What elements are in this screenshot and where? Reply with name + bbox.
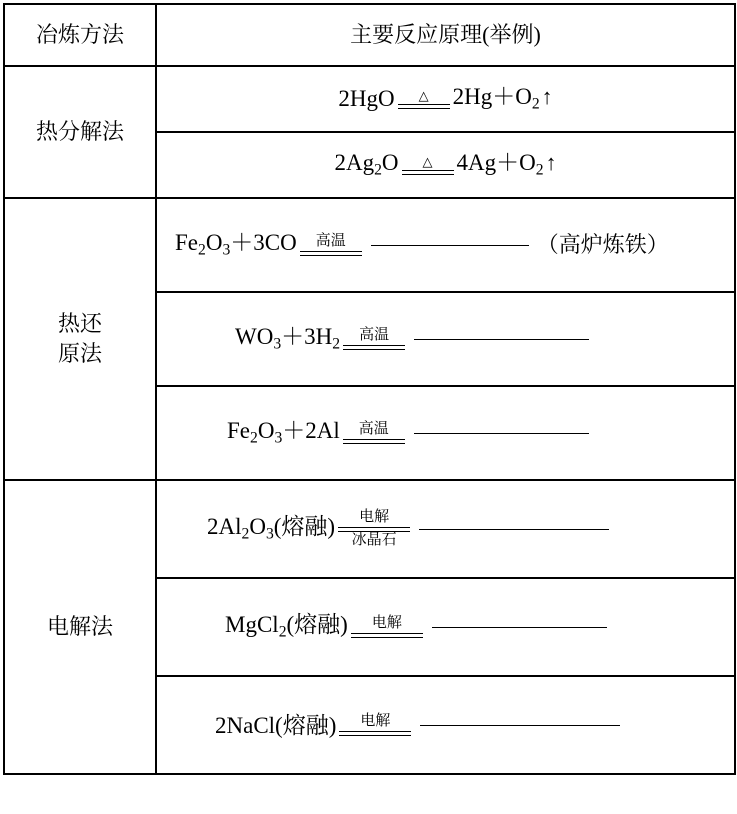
equation-cell-ag2o (156, 132, 735, 198)
table-row (4, 480, 735, 578)
answer-blank[interactable] (371, 244, 529, 246)
condition-top-label: 高温 (358, 421, 389, 438)
header-principle-label: 主要反应原理(举例) (350, 21, 541, 47)
reaction-arrow-delta (402, 155, 454, 175)
equation-right-hgo: $2Hg+O_2↑$ (452, 84, 553, 113)
equation-cell-fe2o3-al (156, 386, 735, 480)
arrow-bars (339, 731, 411, 736)
equation-nacl (157, 714, 734, 737)
reaction-arrow-high-temp (343, 422, 405, 444)
table-header-row (4, 4, 735, 66)
equation-left-fe2o3-co: $Fe_2O_3+3CO$ (175, 230, 297, 259)
reaction-arrow-delta (398, 89, 450, 109)
answer-blank[interactable] (414, 338, 589, 340)
reaction-arrow-high-temp (343, 328, 405, 350)
table-row (4, 66, 735, 132)
equation-left-mgcl2: MgCl$_2$(熔融) (225, 612, 348, 641)
condition-top-label: △ (418, 88, 429, 104)
answer-blank[interactable] (420, 724, 620, 726)
method-cell-electrolysis (4, 480, 156, 774)
equation-cell-wo3-h2 (156, 292, 735, 386)
equation-right-ag2o: $4Ag+O_2↑$ (456, 150, 557, 179)
method-label-thermal-reduction-2: 原法 (57, 341, 102, 366)
equation-left-al2o3: $2Al_2O_3$(熔融) (207, 514, 336, 543)
equation-mgcl2 (157, 613, 734, 640)
header-method-label: 冶炼方法 (35, 21, 124, 47)
condition-top-label: 电解 (359, 508, 390, 525)
reaction-arrow-electrolysis-cryolite (338, 510, 410, 549)
arrow-bars (338, 527, 410, 532)
method-cell-thermal-reduction (4, 198, 156, 480)
equation-al2o3 (157, 510, 734, 549)
method-cell-thermal-decomposition (4, 66, 156, 198)
equation-left-fe2o3-al: $Fe_2O_3+2Al$ (227, 418, 340, 447)
condition-top-label: 高温 (359, 327, 390, 344)
equation-fe2o3-al (157, 419, 734, 446)
arrow-bars (343, 439, 405, 444)
reaction-arrow-electrolysis (351, 616, 423, 638)
equation-left-ag2o: $2Ag_2O$ (334, 150, 399, 179)
condition-top-label: 电解 (371, 615, 402, 632)
answer-blank[interactable] (432, 626, 607, 628)
reaction-arrow-high-temp (300, 234, 362, 256)
method-label-thermal-reduction-1: 热还 (57, 311, 102, 337)
equation-cell-al2o3 (156, 480, 735, 578)
equation-wo3-h2 (157, 325, 734, 352)
arrow-bars (300, 251, 362, 256)
note-blast-furnace: （高炉炼铁） (536, 231, 669, 257)
arrow-bars (351, 633, 423, 638)
document-page (0, 3, 737, 814)
arrow-bars (402, 170, 454, 175)
equation-fe2o3-co (157, 231, 734, 258)
table-row (4, 198, 735, 292)
equation-hgo (157, 85, 734, 112)
arrow-bars (343, 345, 405, 350)
method-label-electrolysis: 电解法 (46, 614, 113, 640)
equation-ag2o (157, 151, 734, 178)
method-label-thermal-decomposition: 热分解法 (35, 119, 124, 145)
condition-bottom-label: 冰晶石 (351, 531, 397, 548)
equation-cell-hgo (156, 66, 735, 132)
header-cell-principle (156, 4, 735, 66)
metal-smelting-table (3, 3, 736, 775)
answer-blank[interactable] (419, 528, 609, 530)
condition-top-label: 电解 (360, 713, 391, 730)
answer-blank[interactable] (414, 432, 589, 434)
equation-cell-mgcl2 (156, 578, 735, 676)
equation-cell-nacl (156, 676, 735, 774)
header-cell-method (4, 4, 156, 66)
equation-cell-fe2o3-co (156, 198, 735, 292)
equation-left-hgo: 2HgO (338, 86, 395, 112)
equation-left-wo3-h2: $WO_3+3H_2$ (235, 324, 341, 353)
condition-top-label: 高温 (315, 233, 346, 250)
condition-top-label: △ (422, 154, 433, 170)
reaction-arrow-electrolysis (339, 714, 411, 736)
arrow-bars (398, 104, 450, 109)
equation-left-nacl: 2NaCl(熔融) (215, 712, 337, 738)
